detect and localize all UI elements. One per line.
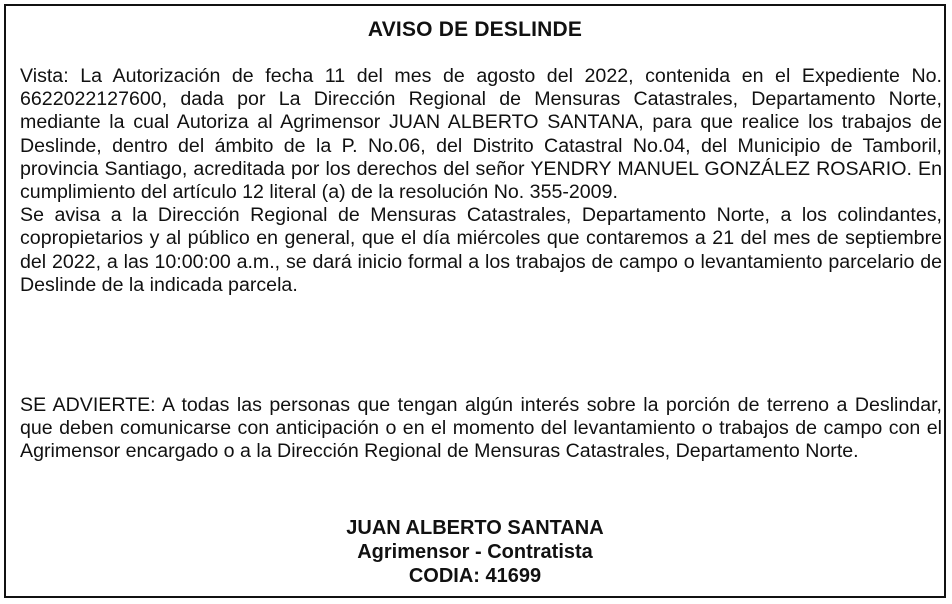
- notice-box: [4, 4, 946, 598]
- signature-block: [6, 516, 944, 588]
- notice-paragraph-vista: Vista: La Autorización de fecha 11 del mes de agosto del 2022, contenida en el Expediente No. 6622022127600, dada por La Dirección Regional de Mensuras Catastrales, Departamento Norte, mediante la cual Autoriza al Agrimensor JUAN ALBERTO SANTANA, para que realice los trabajos de Deslinde, dentro del ámbito de la P. No.06, del Distrito Catastral No.04, del Municipio de Tamboril, provincia Santiago, acreditada por los derechos del señor YENDRY MANUEL GONZÁLEZ ROSARIO. En cumplimiento del artículo 12 literal (a) de la resolución No. 355-2009. Se avisa a la Dirección Regional de Mensuras Catastrales, Departamento Norte, a los colindantes, copropietarios y al público en general, que el día miércoles que contaremos a 21 del mes de septiembre del 2022, a las 10:00:00 a.m., se dará inicio formal a los trabajos de campo o levantamiento parcelario de Deslinde de la indicada parcela.: [20, 65, 942, 296]
- notice-paragraph-advierte: SE ADVIERTE: A todas las personas que tengan algún interés sobre la porción de terreno a Deslindar, que deben comunicarse con anticipación o en el momento del levantamiento o trabajos de campo con el Agrimensor encargado o a la Dirección Regional de Mensuras Catastrales, Departamento Norte.: [20, 394, 942, 463]
- signature-role: Agrimensor - Contratista: [357, 541, 593, 563]
- notice-title: AVISO DE DESLINDE: [367, 18, 583, 41]
- signature-name: JUAN ALBERTO SANTANA: [346, 517, 604, 539]
- signature-codia: CODIA: 41699: [408, 565, 542, 587]
